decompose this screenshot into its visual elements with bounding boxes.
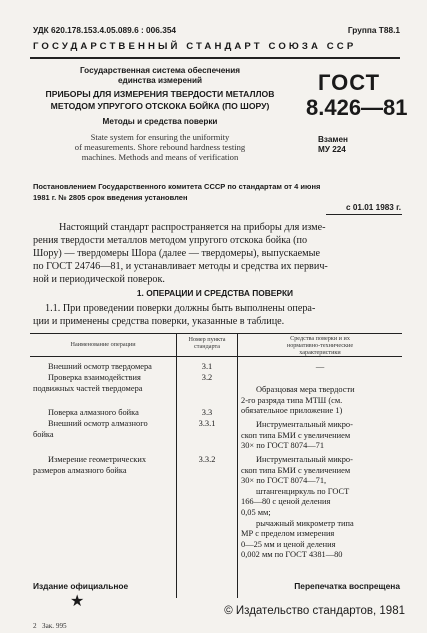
row2-clause: 3.2 <box>201 373 213 382</box>
header-means-line-1: Средства поверки и их <box>290 335 350 342</box>
document-title <box>30 89 290 112</box>
reprint-notice: Перепечатка воспрещена <box>294 581 400 591</box>
row5-means-line-4: штангенциркуль по ГОСТ <box>256 486 350 496</box>
udk-code: УДК 620.178.153.4.05.089.6 : 006.354 <box>33 25 177 35</box>
system-line-2: единства измерений <box>117 76 203 85</box>
intro-line-2: рения твердости металлов методом упругого отскока бойка (по <box>33 235 308 246</box>
header-means-line-2: нормативно-технические <box>286 342 354 350</box>
print-order: 2 Зак. 995 <box>33 622 67 630</box>
row5-means-line-8: МР с пределом измерения <box>241 529 335 539</box>
intro-line-4: по ГОСТ 24746—81, и устанавливает методы и средства их первич- <box>33 261 328 272</box>
row2-means-line-3: обязательное приложение 1) <box>241 406 343 416</box>
row4-operation <box>33 419 175 440</box>
intro-line-1: Настоящий стандарт распространяется на приборы для изме- <box>59 222 326 233</box>
table-col-divider-1 <box>176 333 177 598</box>
row5-operation <box>33 455 175 476</box>
row4-means-line-3: 30× по ГОСТ 8074—71 <box>241 441 325 451</box>
gost-label: ГОСТ <box>318 70 381 95</box>
row5-means-line-1: Инструментальный микро- <box>256 455 353 464</box>
row3-clause: 3.3 <box>201 408 213 417</box>
row5-means <box>241 455 401 561</box>
row2-means-line-1: Образцовая мера твердости <box>256 385 355 394</box>
intro-line-3: Шору) — твердомеры Шора (далее — твердомеры), выпускаемые <box>33 248 320 259</box>
row5-means-line-3: 30× по ГОСТ 8074—71, <box>241 476 327 486</box>
decree-line-1: Постановлением Государственного комитета СССР по стандартам от 4 июня <box>33 182 321 191</box>
row5-means-line-10: 0,002 мм по ГОСТ 4381—80 <box>241 550 343 560</box>
header-clause-line-1: Номер пункта <box>188 336 226 343</box>
header-rule <box>30 57 400 59</box>
header-clause <box>178 336 236 350</box>
replace-label: Взамен <box>318 135 348 144</box>
header-clause-line-2: стандарта <box>193 343 221 351</box>
table-top-rule <box>30 333 402 334</box>
row4-clause: 3.3.1 <box>198 419 216 428</box>
group-code: Группа Т88.1 <box>347 25 400 35</box>
official-edition: Издание официальное <box>33 581 129 591</box>
row2-operation <box>33 373 175 394</box>
row5-operation-line-1: Измерение геометрических <box>48 455 147 464</box>
row1-means: — <box>315 362 325 371</box>
section-line-2: ции и применены средства поверки, указанные в таблице. <box>33 316 285 327</box>
row3-operation: Поверка алмазного бойка <box>48 408 139 417</box>
document-subtitle: Методы и средства поверки <box>102 117 218 126</box>
gost-number: 8.426—81 <box>306 95 408 120</box>
intro-line-5: ной и периодической поверок. <box>33 274 165 285</box>
system-title <box>33 66 287 86</box>
title-line-1: ПРИБОРЫ ДЛЯ ИЗМЕРЕНИЯ ТВЕРДОСТИ МЕТАЛЛОВ <box>45 89 275 99</box>
english-line-1: State system for ensuring the uniformity <box>90 132 230 142</box>
section-paragraph <box>33 302 403 328</box>
intro-paragraph <box>33 221 403 286</box>
copyright: © Издательство стандартов, 1981 <box>224 605 405 617</box>
row2-means <box>241 385 401 417</box>
row4-operation-line-2: бойка <box>33 429 54 439</box>
row4-means-line-1: Инструментальный микро- <box>256 420 353 429</box>
row4-means-line-2: скоп типа БМИ с увеличением <box>241 430 351 440</box>
section-heading: 1. ОПЕРАЦИИ И СРЕДСТВА ПОВЕРКИ <box>136 288 294 298</box>
standard-header: ГОСУДАРСТВЕННЫЙ СТАНДАРТ СОЮЗА ССР <box>33 41 357 52</box>
row2-means-line-2: 2-го разряда типа МТШ (см. <box>241 395 343 405</box>
table-col-divider-2 <box>237 333 238 598</box>
row5-means-line-7: рычажный микрометр типа <box>256 518 354 528</box>
row1-operation: Внешний осмотр твердомера <box>48 362 152 371</box>
header-means-line-3: характеристики <box>299 349 341 357</box>
english-title <box>33 132 287 162</box>
star-icon: ★ <box>70 593 85 610</box>
row5-clause: 3.3.2 <box>198 455 216 464</box>
effective-date: с 01.01 1983 г. <box>346 203 401 212</box>
header-operation: Наименование операции <box>70 341 136 348</box>
row5-operation-line-2: размеров алмазного бойка <box>33 465 127 475</box>
row5-means-line-6: 0,05 мм; <box>241 507 271 517</box>
row1-clause: 3.1 <box>201 362 213 371</box>
system-line-1: Государственная система обеспечения <box>79 66 241 75</box>
row4-operation-line-1: Внешний осмотр алмазного <box>48 419 148 428</box>
effective-underline <box>326 214 402 215</box>
row2-operation-line-1: Проверка взаимодействия <box>48 373 141 382</box>
english-line-2: of measurements. Shore rebound hardness testing <box>74 142 246 152</box>
row5-means-line-9: 0—25 мм и ценой деления <box>241 539 336 549</box>
row2-operation-line-2: подвижных частей твердомера <box>33 383 143 393</box>
header-means <box>240 335 400 357</box>
replace-value: МУ 224 <box>318 145 346 154</box>
english-line-3: machines. Methods and means of verification <box>81 152 239 162</box>
row5-means-line-2: скоп типа БМИ с увеличением <box>241 465 351 475</box>
title-line-2: МЕТОДОМ УПРУГОГО ОТСКОКА БОЙКА (ПО ШОРУ) <box>50 100 270 111</box>
section-line-1: 1.1. При проведении поверки должны быть выполнены опера- <box>45 303 316 314</box>
row5-means-line-5: 166—80 с ценой деления <box>241 497 331 507</box>
decree-line-2: 1981 г. № 2805 срок введения установлен <box>33 192 188 202</box>
row4-means <box>241 420 401 452</box>
decree-text <box>33 182 401 203</box>
